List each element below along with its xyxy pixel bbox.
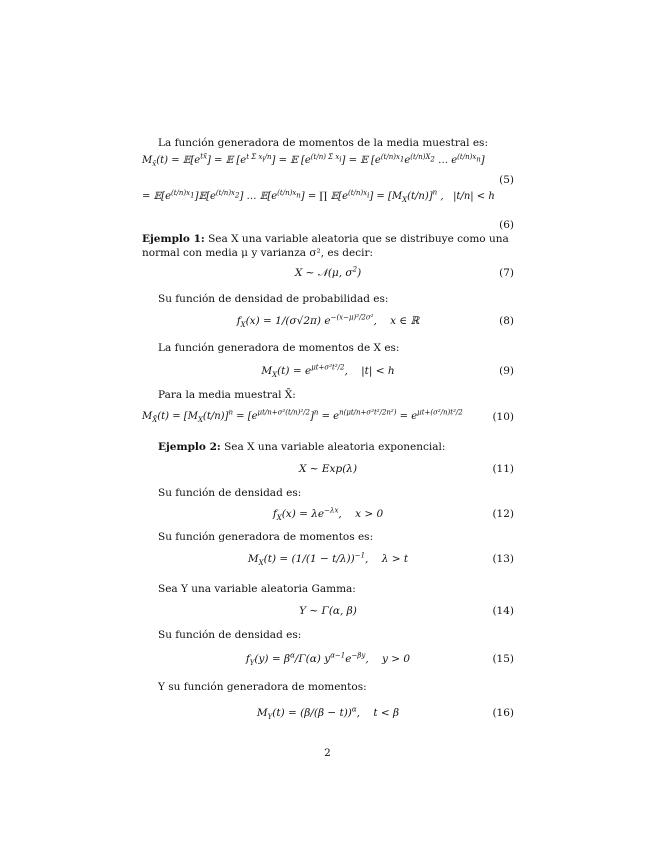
example-1-text: Sea X una variable aleatoria que se distribuye como una normal con media μ y varianza σ², es decir:: [142, 233, 509, 260]
equation-number: (8): [499, 315, 514, 327]
equation-number: (10): [492, 411, 514, 423]
paragraph-density-gamma: Su función de densidad es:: [158, 629, 302, 641]
paragraph-mgf-x: La función generadora de momentos de X es:: [158, 342, 400, 354]
equation-number: (9): [499, 365, 514, 377]
equation-number: (16): [492, 707, 514, 719]
equation-16-line: [142, 706, 514, 728]
page-number: 2: [324, 747, 331, 759]
example-1-label: Ejemplo 1:: [142, 233, 205, 245]
equation-6-math: = $𝔼[e^{(t/n)x_1}]𝔼[e^{(t/n)x_2}]$ … $𝔼[e^{(t/n)x_n}]$ = ∏ $𝔼[e^{(t/n)x_i}] = [M_X(t/n)]^n$ , |t/n| < h: [142, 188, 495, 204]
equation-10-math: $M_{X̄}(t) = [M_X(t/n)]^n = [e^{\mu t/n+\sigma^2(t/n)^2/2}]^n = e^{n(\mu t/n+\sigma^2t^2/2n^2)} = e^{\mu t+(\sigma^2/n)t^2/2}$: [142, 408, 463, 424]
equation-6-line: [142, 190, 514, 212]
equation-16-math: $M_Y(t) = (\beta/(\beta - t))^\alpha$, t < β: [256, 705, 400, 722]
equation-13-math: $M_X(t) = (1/(1 - t/\lambda))^{-1}$, λ > t: [247, 551, 409, 568]
equation-7-line: [142, 266, 514, 288]
equation-7-math: X ∼ 𝒩(μ, $\sigma^2$): [294, 265, 362, 279]
example-2-label: Ejemplo 2:: [158, 441, 221, 453]
paragraph-mgf-sample-mean: La función generadora de momentos de la media muestral es:: [158, 137, 488, 149]
equation-10-line: [142, 410, 514, 432]
equation-8-line: [142, 314, 514, 336]
equation-8-math: $f_X(x) = 1/(\sigma√2\pi)$ $e^{-(x-\mu)^2/2\sigma^2}$, x ∈ ℝ: [236, 313, 420, 330]
paragraph-example-2: [142, 440, 514, 454]
equation-number: (15): [492, 653, 514, 665]
paragraph-gamma: Sea Y una variable aleatoria Gamma:: [158, 583, 356, 595]
equation-12-math: $f_X(x) = \lambda e^{-\lambda x}$, x > 0: [272, 506, 384, 523]
paragraph-mgf-exp: Su función generadora de momentos es:: [158, 531, 374, 543]
equation-15-math: $f_Y(y) = \beta^\alpha/\Gamma(\alpha)$ $y^{\alpha-1}e^{-\beta y}$, y > 0: [245, 651, 411, 668]
equation-number: (11): [492, 463, 514, 475]
equation-9-math: $M_X(t) = e^{\mu t+\sigma^2t^2/2}$, |t| < h: [261, 363, 395, 380]
equation-15-line: [142, 652, 514, 674]
equation-number: (6): [499, 219, 514, 231]
equation-14-math: Y ∼ Γ(α, β): [299, 605, 357, 617]
equation-number: (14): [492, 605, 514, 617]
equation-number: (12): [492, 508, 514, 520]
equation-12-line: [142, 507, 514, 529]
equation-5-math: $M_{x̄}(t)$ = $𝔼[e^{tx̄}]$ = 𝔼 $[e^{t \Sigma x_i/n}]$ = 𝔼 $[e^{(t/n) \Sigma x_i}]$ = 𝔼 [$e^{(t/n)x_1}e^{(t/n)X_2}$ … $e^{(t/n)x_n}$]: [142, 152, 485, 168]
equation-number: (13): [492, 553, 514, 565]
equation-number: (5): [499, 174, 514, 186]
equation-9-line: [142, 364, 514, 386]
paragraph-density: Su función de densidad de probabilidad es:: [158, 293, 389, 305]
paragraph-example-1: [142, 232, 514, 260]
equation-11-line: [142, 462, 514, 484]
paragraph-density-exp: Su función de densidad es:: [158, 487, 302, 499]
equation-13-line: [142, 552, 514, 574]
paragraph-sample-mean: Para la media muestral X̄:: [158, 389, 296, 401]
paragraph-mgf-gamma: Y su función generadora de momentos:: [158, 681, 367, 693]
example-2-text: Sea X una variable aleatoria exponencial:: [224, 441, 446, 453]
equation-number: (7): [499, 267, 514, 279]
equation-11-math: X ∼ Exp(λ): [298, 463, 358, 475]
equation-14-line: [142, 604, 514, 626]
